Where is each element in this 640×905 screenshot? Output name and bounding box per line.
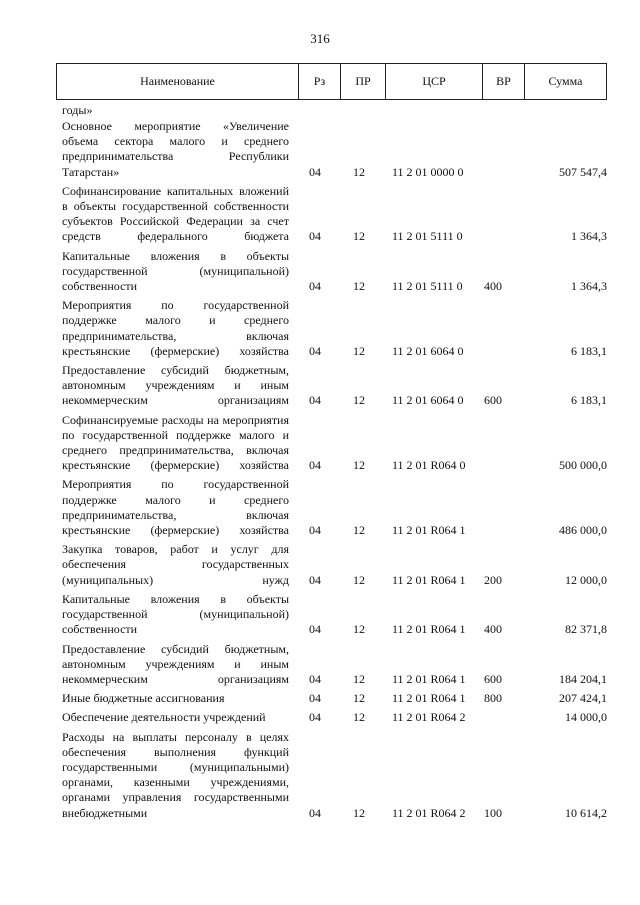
row-csr: 11 2 01 5111 0 bbox=[392, 229, 463, 244]
row-name: Софинансируемые расходы на мероприятия по государственной поддержке малого и среднего предпринимательства, включая крестьянские (фермерские) хозяйства bbox=[62, 412, 289, 473]
row-sum: 82 371,8 bbox=[565, 622, 607, 637]
row-sum: 10 614,2 bbox=[565, 805, 607, 820]
row-rz: 04 bbox=[309, 691, 321, 706]
row-rz: 04 bbox=[309, 622, 321, 637]
row-csr: 11 2 01 R064 0 bbox=[392, 458, 466, 473]
table-row bbox=[0, 592, 640, 638]
header-csr: ЦСР bbox=[386, 64, 483, 100]
row-sum: 12 000,0 bbox=[565, 572, 607, 587]
row-pr: 12 bbox=[353, 572, 365, 587]
row-pr: 12 bbox=[353, 671, 365, 686]
row-name: Расходы на выплаты персоналу в целях обеспечения выполнения функций государственными (муниципальными) органами, казенными учреждениями, органами управления государственными внебюджетными bbox=[62, 729, 289, 820]
header-pr: ПР bbox=[341, 64, 386, 100]
header-vr: ВР bbox=[483, 64, 525, 100]
row-sum: 6 183,1 bbox=[571, 343, 607, 358]
header-sum: Сумма bbox=[525, 64, 607, 100]
row-rz: 04 bbox=[309, 710, 321, 725]
row-sum: 14 000,0 bbox=[565, 710, 607, 725]
table-row bbox=[0, 298, 640, 359]
row-vr: 400 bbox=[484, 622, 502, 637]
row-vr: 600 bbox=[484, 671, 502, 686]
table-row bbox=[0, 119, 640, 180]
row-csr: 11 2 01 6064 0 bbox=[392, 393, 464, 408]
row-csr: 11 2 01 6064 0 bbox=[392, 343, 464, 358]
row-csr: 11 2 01 5111 0 bbox=[392, 279, 463, 294]
row-sum: 507 547,4 bbox=[559, 164, 607, 179]
page-number: 316 bbox=[310, 31, 330, 46]
table-row bbox=[0, 477, 640, 538]
table-row bbox=[0, 249, 640, 295]
row-csr: 11 2 01 0000 0 bbox=[392, 164, 464, 179]
row-pr: 12 bbox=[353, 343, 365, 358]
row-name: Обеспечение деятельности учреждений bbox=[62, 710, 266, 725]
row-vr: 100 bbox=[484, 805, 502, 820]
header-rz: Рз bbox=[299, 64, 341, 100]
table-row bbox=[0, 730, 640, 821]
row-vr: 800 bbox=[484, 691, 502, 706]
row-sum: 6 183,1 bbox=[571, 393, 607, 408]
table-row bbox=[0, 691, 640, 706]
row-rz: 04 bbox=[309, 458, 321, 473]
row-name: Мероприятия по государственной поддержке малого и среднего предпринимательства, включая крестьянские (фермерские) хозяйства bbox=[62, 477, 289, 538]
row-rz: 04 bbox=[309, 229, 321, 244]
row-csr: 11 2 01 R064 1 bbox=[392, 691, 466, 706]
row-csr: 11 2 01 R064 1 bbox=[392, 671, 466, 686]
row-vr: 200 bbox=[484, 572, 502, 587]
row-csr: 11 2 01 R064 2 bbox=[392, 805, 466, 820]
row-csr: 11 2 01 R064 1 bbox=[392, 622, 466, 637]
row-pr: 12 bbox=[353, 279, 365, 294]
row-csr: 11 2 01 R064 2 bbox=[392, 710, 466, 725]
row-name: Софинансирование капитальных вложений в объекты государственной собственности субъектов Российской Федерации за счет средств федерального бюджета bbox=[62, 183, 289, 244]
table-row bbox=[0, 363, 640, 409]
continuation-text: годы» bbox=[62, 103, 93, 117]
row-name: Закупка товаров, работ и услуг для обеспечения государственных (муниципальных) нужд bbox=[62, 542, 289, 587]
row-name: Иные бюджетные ассигнования bbox=[62, 691, 225, 706]
row-pr: 12 bbox=[353, 710, 365, 725]
row-rz: 04 bbox=[309, 523, 321, 538]
table-row bbox=[0, 710, 640, 725]
row-pr: 12 bbox=[353, 622, 365, 637]
row-sum: 207 424,1 bbox=[559, 691, 607, 706]
table-header bbox=[56, 63, 607, 100]
table-body bbox=[0, 119, 640, 821]
row-name: Мероприятия по государственной поддержке малого и среднего предпринимательства, включая крестьянские (фермерские) хозяйства bbox=[62, 298, 289, 358]
row-sum: 1 364,3 bbox=[571, 279, 607, 294]
row-pr: 12 bbox=[353, 805, 365, 820]
row-rz: 04 bbox=[309, 572, 321, 587]
row-csr: 11 2 01 R064 1 bbox=[392, 572, 466, 587]
row-vr: 600 bbox=[484, 393, 502, 408]
row-rz: 04 bbox=[309, 393, 321, 408]
row-rz: 04 bbox=[309, 343, 321, 358]
row-rz: 04 bbox=[309, 164, 321, 179]
row-vr: 400 bbox=[484, 279, 502, 294]
row-sum: 1 364,3 bbox=[571, 229, 607, 244]
row-name: Капитальные вложения в объекты государственной (муниципальной) собственности bbox=[62, 248, 289, 294]
table-row bbox=[0, 184, 640, 245]
row-name: Предоставление субсидий бюджетным, автономным учреждениям и иным некоммерческим организациям bbox=[62, 641, 289, 686]
header-name: Наименование bbox=[57, 64, 299, 100]
row-pr: 12 bbox=[353, 691, 365, 706]
row-pr: 12 bbox=[353, 523, 365, 538]
row-pr: 12 bbox=[353, 229, 365, 244]
row-sum: 184 204,1 bbox=[559, 671, 607, 686]
row-name: Предоставление субсидий бюджетным, автономным учреждениям и иным некоммерческим организациям bbox=[62, 363, 289, 408]
row-name: Капитальные вложения в объекты государственной (муниципальной) собственности bbox=[62, 591, 289, 637]
row-pr: 12 bbox=[353, 164, 365, 179]
row-rz: 04 bbox=[309, 279, 321, 294]
row-csr: 11 2 01 R064 1 bbox=[392, 523, 466, 538]
table-row bbox=[0, 413, 640, 474]
row-pr: 12 bbox=[353, 393, 365, 408]
row-sum: 500 000,0 bbox=[559, 458, 607, 473]
row-rz: 04 bbox=[309, 671, 321, 686]
row-sum: 486 000,0 bbox=[559, 523, 607, 538]
row-pr: 12 bbox=[353, 458, 365, 473]
table-row bbox=[0, 542, 640, 588]
row-rz: 04 bbox=[309, 805, 321, 820]
table-row bbox=[0, 642, 640, 688]
row-name: Основное мероприятие «Увеличение объема сектора малого и среднего предпринимательства Республики Татарстан» bbox=[62, 119, 289, 179]
